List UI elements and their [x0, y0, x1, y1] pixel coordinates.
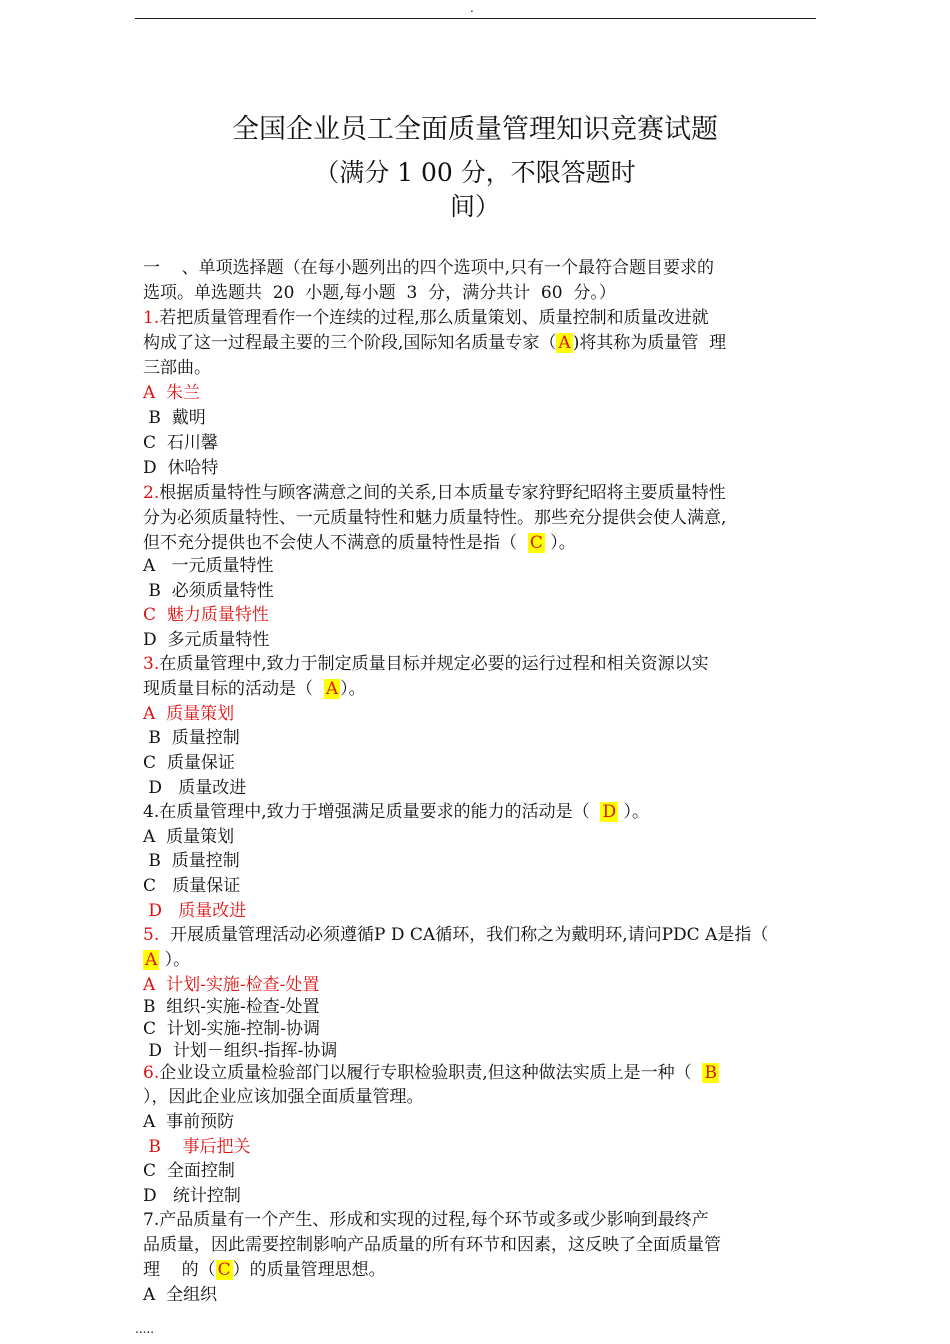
question-3-line2: 现质量目标的活动是（ A ）。: [143, 679, 366, 699]
question-number: 6.: [143, 1063, 160, 1083]
question-7-line2: 品质量，因此需要控制影响产品质量的所有环节和因素，这反映了全面质量管: [143, 1235, 721, 1255]
answer-highlight: D: [602, 802, 617, 822]
question-7-line1: 7.产品质量有一个产生、形成和实现的过程,每个环节或多或少影响到最终产: [143, 1210, 709, 1230]
option: A 全组织: [143, 1285, 218, 1305]
subtitle-line2: 间）: [449, 192, 500, 221]
option: D 计划－组织-指挥-协调: [143, 1041, 338, 1061]
question-1-line3: 三部曲。: [143, 358, 211, 378]
option: D 多元质量特性: [143, 630, 270, 650]
question-2-line3: 但不充分提供也不会使人不满意的质量特性是指（ C ）。: [143, 533, 576, 553]
question-2-line1: 2.根据质量特性与顾客满意之间的关系,日本质量专家狩野纪昭将主要质量特性: [143, 483, 726, 503]
option: C 质量保证: [143, 753, 235, 773]
answer-highlight: B: [704, 1063, 717, 1083]
header-mark: .: [470, 1, 474, 15]
option: B 必须质量特性: [143, 581, 274, 601]
question-3-line1: 3.在质量管理中,致力于制定质量目标并规定必要的运行过程和相关资源以实: [143, 654, 709, 674]
option: A 事前预防: [143, 1112, 235, 1132]
question-7-line3: 理 的（ C ）的质量管理思想。: [143, 1260, 386, 1280]
answer-highlight: A: [558, 333, 571, 353]
option: C 全面控制: [143, 1161, 235, 1181]
question-5-line2: A ）。: [145, 950, 191, 970]
option-correct: A 计划-实施-检查-处置: [143, 975, 320, 995]
answer-highlight: C: [217, 1260, 231, 1280]
question-number: 7.: [143, 1210, 160, 1230]
option: B 质量控制: [143, 851, 240, 871]
answer-highlight: A: [325, 679, 339, 699]
option-correct: A 朱兰: [143, 383, 201, 403]
answer-highlight: C: [529, 533, 543, 553]
section-intro-line1: 一 、单项选择题（在每小题列出的四个选项中,只有一个最符合题目要求的: [143, 258, 715, 278]
subtitle-line1: （满分 1 00 分，不限答题时: [314, 158, 636, 187]
option: A 一元质量特性: [143, 556, 274, 576]
question-4-line1: 4.在质量管理中,致力于增强满足质量要求的能力的活动是（ D ）。: [143, 802, 649, 822]
question-2-line2: 分为必须质量特性、一元质量特性和魅力质量特性。那些充分提供会使人满意,: [143, 508, 727, 528]
question-number: 3.: [143, 654, 160, 674]
option: B 组织-实施-检查-处置: [143, 997, 320, 1017]
question-number: 5.: [143, 925, 160, 945]
option: A 质量策划: [143, 827, 235, 847]
page-title: 全国企业员工全面质量管理知识竞赛试题: [232, 114, 718, 145]
option: C 石川馨: [143, 433, 218, 453]
answer-highlight: A: [145, 950, 158, 970]
option-correct: B 事后把关: [143, 1137, 251, 1157]
option: C 计划-实施-控制-协调: [143, 1019, 321, 1039]
option: D 质量改进: [143, 778, 247, 798]
option: B 戴明: [143, 408, 206, 428]
question-number: 2.: [143, 483, 160, 503]
option: C 质量保证: [143, 876, 241, 896]
question-6-line2: ），因此企业应该加强全面质量管理。: [143, 1087, 424, 1107]
question-5-line1: 5. 开展质量管理活动必须遵循P D CA循环，我们称之为戴明环,请问PDC A是指（: [143, 925, 769, 945]
question-1-line2: 构成了这一过程最主要的三个阶段,国际知名质量专家（ A )将其称为质量管 理: [143, 333, 727, 353]
option: D 休哈特: [143, 458, 219, 478]
question-6-line1: 6.企业设立质量检验部门以履行专职检验职责,但这种做法实质上是一种（ B: [143, 1063, 717, 1083]
option: B 质量控制: [143, 728, 240, 748]
section-intro-line2: 选项。单选题共 20 小题,每小题 3 分，满分共计 60 分。）: [143, 283, 616, 303]
footer-dots: .....: [135, 1322, 155, 1336]
question-number: 1.: [143, 308, 160, 328]
question-number: 4.: [143, 802, 160, 822]
question-1-line1: 1.若把质量管理看作一个连续的过程,那么质量策划、质量控制和质量改进就: [143, 308, 709, 328]
option: D 统计控制: [143, 1186, 241, 1206]
header-rule: [135, 18, 816, 19]
option-correct: A 质量策划: [143, 704, 235, 724]
option-correct: C 魅力质量特性: [143, 605, 269, 625]
option-correct: D 质量改进: [143, 901, 247, 921]
